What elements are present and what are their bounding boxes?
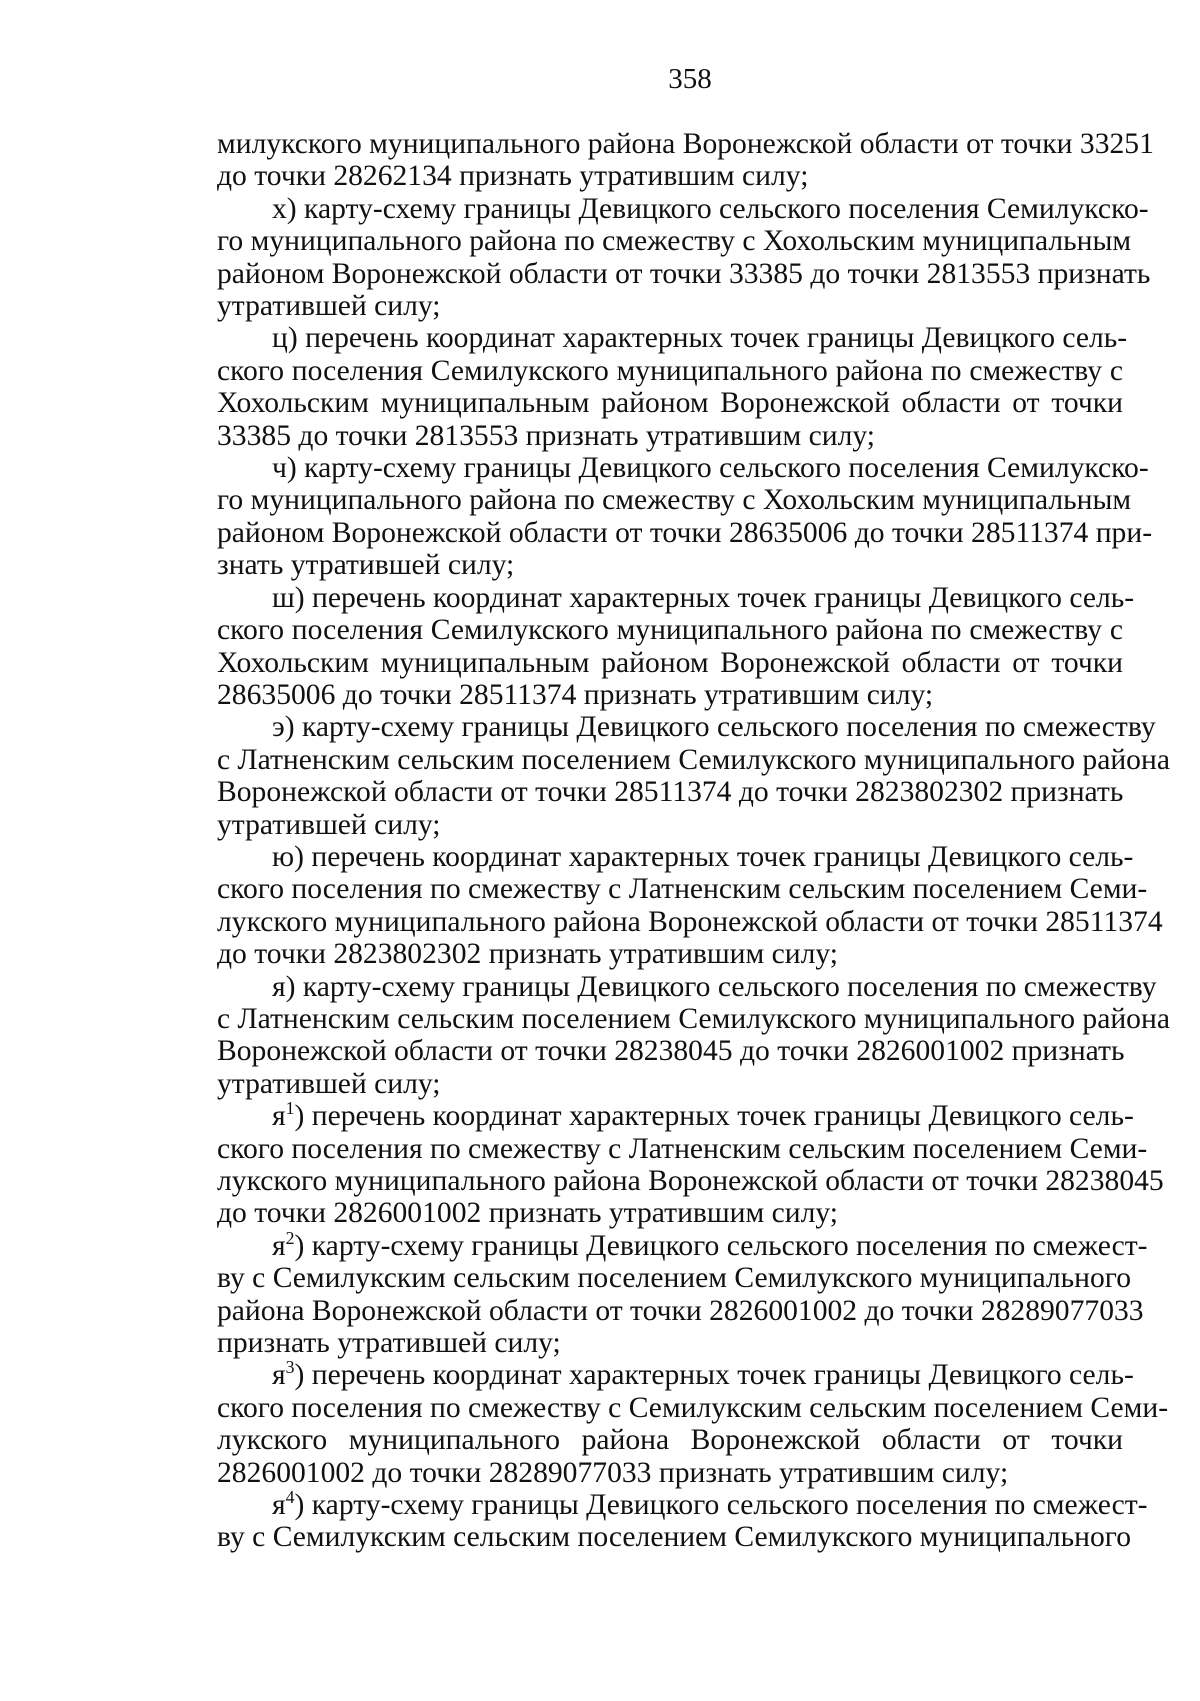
text-line: ш) перечень координат характерных точек границы Девицкого сель- <box>272 581 1135 614</box>
paragraph <box>217 1487 1148 1554</box>
paragraph <box>217 1227 1148 1360</box>
text-line: ского поселения по смежеству с Латненским сельским поселением Семи- <box>217 873 1148 906</box>
text-line: с Латненским сельским поселением Семилукского муниципального района <box>217 743 1170 776</box>
text-line <box>217 1227 1148 1262</box>
text-line <box>217 1098 1134 1133</box>
text-line: знать утратившей силу; <box>217 549 515 582</box>
text-line: до точки 2826001002 признать утратившим силу; <box>217 1197 839 1230</box>
text-line: районом Воронежской области от точки 33385 до точки 2813553 признать <box>217 257 1151 290</box>
text-line: района Воронежской области от точки 2826001002 до точки 28289077033 <box>217 1294 1144 1327</box>
text-line: ву с Семилукским сельским поселением Семилукского муниципального <box>217 1521 1131 1554</box>
item-marker-letter: я <box>272 1359 286 1392</box>
text-line: лукского муниципального района Воронежской области от точки 28511374 <box>217 905 1163 938</box>
paragraph <box>217 711 1170 841</box>
document-body <box>217 128 1170 1554</box>
text-line: ч) карту-схему границы Девицкого сельского поселения Семилукско- <box>272 452 1149 485</box>
text-line: ю) перечень координат характерных точек границы Девицкого сель- <box>272 840 1134 873</box>
text-line: Воронежской области от точки 28511374 до точки 2823802302 признать <box>217 776 1124 809</box>
text-line: я) карту-схему границы Девицкого сельского поселения по смежеству <box>272 970 1157 1003</box>
text-line: с Латненским сельским поселением Семилукского муниципального района <box>217 1002 1170 1035</box>
paragraph <box>217 581 1135 712</box>
text-line: до точки 28262134 признать утратившим силу; <box>217 160 809 193</box>
item-marker-superscript: 1 <box>285 1098 295 1119</box>
line-text: ) перечень координат характерных точек границы Девицкого сель- <box>294 1359 1134 1392</box>
paragraph <box>217 1098 1164 1230</box>
text-line: признать утратившей силу; <box>217 1327 561 1360</box>
text-line: Хохольским муниципальным районом Воронежской области от точки <box>217 387 1123 420</box>
text-line: ского поселения по смежеству с Латненским сельским поселением Семи- <box>217 1132 1148 1165</box>
text-line: го муниципального района по смежеству с Хохольским муниципальным <box>217 484 1132 517</box>
text-line: ского поселения Семилукского муниципального района по смежеству с <box>217 614 1123 647</box>
text-line: утратившей силу; <box>217 808 441 841</box>
text-line: 28635006 до точки 28511374 признать утратившим силу; <box>217 678 934 711</box>
item-marker-letter: я <box>272 1229 286 1262</box>
text-line: до точки 2823802302 признать утратившим силу; <box>217 938 839 971</box>
paragraph <box>217 1357 1169 1489</box>
line-text: ) карту-схему границы Девицкого сельского поселения по смежест- <box>294 1489 1148 1522</box>
text-line: ц) перечень координат характерных точек границы Девицкого сель- <box>272 322 1128 355</box>
item-marker-letter: я <box>272 1100 286 1133</box>
text-line: ского поселения Семилукского муниципального района по смежеству с <box>217 354 1123 387</box>
item-marker-superscript: 3 <box>285 1357 295 1378</box>
paragraph <box>217 192 1151 323</box>
text-line: утратившей силу; <box>217 1067 441 1100</box>
paragraph <box>217 970 1170 1101</box>
page-number: 358 <box>668 63 712 95</box>
item-marker-letter: я <box>272 1489 286 1522</box>
text-line: 2826001002 до точки 28289077033 признать утратившим силу; <box>217 1456 1009 1489</box>
text-line: Хохольским муниципальным районом Воронежской области от точки <box>217 646 1123 679</box>
text-line <box>217 1487 1148 1522</box>
item-marker-superscript: 2 <box>285 1227 295 1248</box>
text-line: районом Воронежской области от точки 28635006 до точки 28511374 при- <box>217 516 1153 549</box>
text-line: э) карту-схему границы Девицкого сельского поселения по смежеству <box>272 711 1156 744</box>
text-line: лукского муниципального района Воронежской области от точки 28238045 <box>217 1165 1164 1197</box>
paragraph <box>217 322 1128 452</box>
paragraph <box>217 128 1154 193</box>
text-line: лукского муниципального района Воронежской области от точки <box>217 1424 1123 1457</box>
text-line: милукского муниципального района Воронежской области от точки 33251 <box>217 128 1154 160</box>
text-line <box>217 1357 1134 1392</box>
text-line: ского поселения по смежеству с Семилукским сельским поселением Семи- <box>217 1391 1169 1424</box>
text-line: 33385 до точки 2813553 признать утратившим силу; <box>217 419 875 452</box>
line-text: ) карту-схему границы Девицкого сельского поселения по смежест- <box>294 1229 1148 1262</box>
line-text: ) перечень координат характерных точек границы Девицкого сель- <box>294 1100 1134 1133</box>
text-line: х) карту-схему границы Девицкого сельского поселения Семилукско- <box>272 192 1149 225</box>
paragraph <box>217 452 1153 582</box>
text-line: го муниципального района по смежеству с Хохольским муниципальным <box>217 225 1132 258</box>
text-line: Воронежской области от точки 28238045 до точки 2826001002 признать <box>217 1035 1125 1068</box>
text-line: ву с Семилукским сельским поселением Семилукского муниципального <box>217 1262 1131 1295</box>
item-marker-superscript: 4 <box>285 1487 295 1508</box>
paragraph <box>217 840 1163 971</box>
text-line: утратившей силу; <box>217 290 441 323</box>
